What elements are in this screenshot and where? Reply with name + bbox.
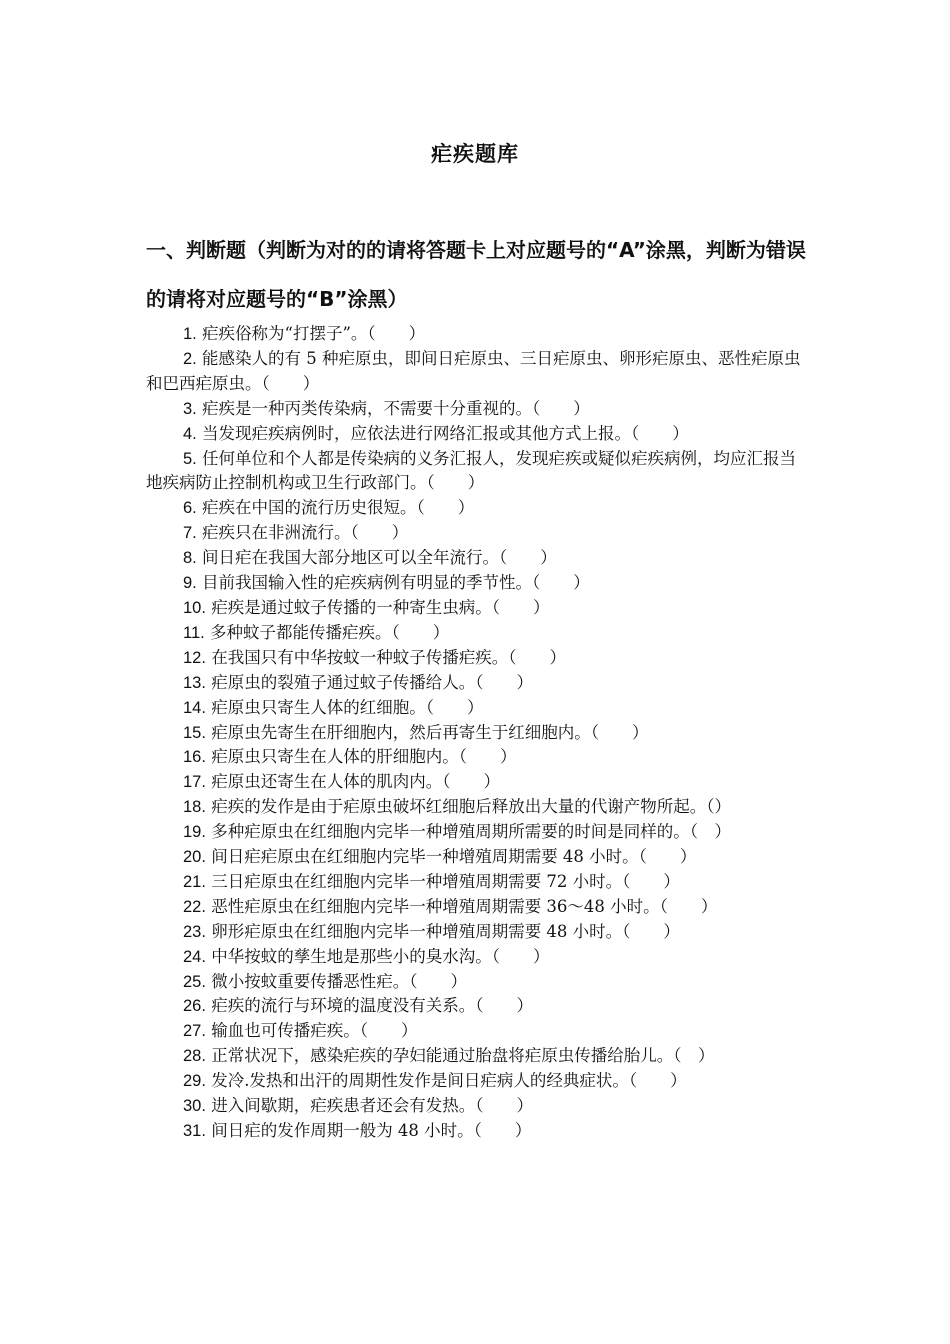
question-number: 22. — [183, 897, 206, 916]
question-number: 20. — [183, 848, 206, 867]
question-number: 27. — [183, 1022, 206, 1041]
question-item — [146, 347, 806, 397]
question-text: 发冷.发热和出汗的周期性发作是间日疟病人的经典症状。（ ） — [211, 1071, 687, 1091]
question-number: 28. — [183, 1047, 206, 1066]
question-item — [146, 1069, 806, 1094]
question-number: 10. — [183, 598, 206, 617]
question-number: 6. — [183, 499, 197, 518]
question-number: 25. — [183, 972, 206, 991]
question-text: 间日疟的发作周期一般为 48 小时。（ ） — [211, 1121, 532, 1140]
question-number: 7. — [183, 524, 197, 543]
question-text: 间日疟在我国大部分地区可以全年流行。（ ） — [202, 548, 557, 568]
question-text: 能感染人的有 5 种疟原虫，即间日疟原虫、三日疟原虫、卵形疟原虫、恶性疟原虫和巴西疟原虫。（ ） — [146, 348, 801, 393]
question-number: 30. — [183, 1097, 206, 1116]
question-item — [146, 322, 806, 347]
question-number: 3. — [183, 399, 197, 418]
question-item — [146, 496, 806, 521]
question-number: 17. — [183, 773, 206, 792]
question-item — [146, 621, 806, 646]
question-number: 1. — [183, 325, 197, 343]
question-text: 疟原虫只寄生人体的红细胞。（ ） — [211, 697, 484, 717]
question-text: 输血也可传播疟疾。（ ） — [211, 1021, 418, 1041]
question-list — [146, 322, 806, 1144]
question-text: 在我国只有中华按蚊一种蚊子传播疟疾。（ ） — [211, 647, 566, 667]
question-item — [146, 845, 806, 870]
question-item — [146, 646, 806, 671]
question-number: 29. — [183, 1072, 206, 1091]
question-item — [146, 970, 806, 995]
question-text: 任何单位和个人都是传染病的义务汇报人，发现疟疾或疑似疟疾病例，均应汇报当地疾病防止控制机构或卫生行政部门。（ ） — [146, 448, 797, 493]
question-item — [146, 795, 806, 820]
question-item — [146, 994, 806, 1019]
question-text: 目前我国输入性的疟疾病例有明显的季节性。（ ） — [202, 573, 590, 593]
question-item — [146, 447, 806, 497]
question-text: 三日疟原虫在红细胞内完毕一种增殖周期需要 72 小时。（ ） — [211, 871, 680, 891]
question-number: 23. — [183, 922, 206, 941]
question-text: 进入间歇期，疟疾患者还会有发热。（ ） — [211, 1096, 533, 1116]
question-item — [146, 397, 806, 422]
question-text: 疟原虫还寄生在人体的肌肉内。（ ） — [211, 772, 500, 792]
question-item — [146, 895, 806, 920]
question-number: 2. — [183, 349, 197, 368]
question-item — [146, 920, 806, 945]
question-item — [146, 820, 806, 845]
question-item — [146, 1019, 806, 1044]
question-item — [146, 1094, 806, 1119]
question-number: 26. — [183, 997, 206, 1016]
question-number: 14. — [183, 698, 206, 717]
question-text: 疟疾俗称为“打摆子”。（ ） — [202, 324, 426, 343]
question-item — [146, 521, 806, 546]
question-text: 疟疾的发作是由于疟原虫破坏红细胞后释放出大量的代谢产物所起。（） — [211, 797, 731, 817]
question-text: 当发现疟疾病例时，应依法进行网络汇报或其他方式上报。（ ） — [202, 423, 689, 443]
question-item — [146, 596, 806, 621]
document-title: 疟疾题库 — [431, 142, 519, 166]
question-number: 31. — [183, 1122, 206, 1140]
question-text: 疟疾的流行与环境的温度没有关系。（ ） — [211, 996, 533, 1016]
question-number: 15. — [183, 723, 206, 742]
question-text: 多种蚊子都能传播疟疾。（ ） — [209, 622, 450, 642]
question-number: 12. — [183, 648, 206, 667]
question-text: 恶性疟原虫在红细胞内完毕一种增殖周期需要 36～48 小时。（ ） — [211, 896, 718, 916]
section-heading: 一、判断题（判断为对的的请将答题卡上对应题号的“A”涂黑，判断为错误的请将对应题号的“B”涂黑） — [146, 238, 806, 311]
question-item — [146, 870, 806, 895]
question-number: 18. — [183, 798, 206, 817]
question-number: 4. — [183, 424, 197, 443]
question-item — [146, 696, 806, 721]
question-text: 疟原虫先寄生在肝细胞内，然后再寄生于红细胞内。（ ） — [211, 722, 649, 742]
question-item — [146, 721, 806, 746]
question-number: 13. — [183, 673, 206, 692]
question-item — [146, 1044, 806, 1069]
question-item — [146, 945, 806, 970]
question-item — [146, 770, 806, 795]
question-number: 9. — [183, 574, 197, 593]
question-number: 21. — [183, 872, 206, 891]
question-text: 疟疾是通过蚊子传播的一种寄生虫病。（ ） — [211, 597, 550, 617]
question-item — [146, 671, 806, 696]
question-text: 疟疾在中国的流行历史很短。（ ） — [202, 498, 475, 518]
question-text: 正常状况下，感染疟疾的孕妇能通过胎盘将疟原虫传播给胎儿。（ ） — [211, 1046, 715, 1066]
question-number: 8. — [183, 549, 197, 568]
question-item — [146, 745, 806, 770]
question-text: 中华按蚊的孳生地是那些小的臭水沟。（ ） — [211, 946, 550, 966]
question-item — [146, 546, 806, 571]
question-text: 多种疟原虫在红细胞内完毕一种增殖周期所需要的时间是同样的。（ ） — [211, 822, 731, 842]
question-item — [146, 422, 806, 447]
question-item — [146, 571, 806, 596]
question-text: 间日疟疟原虫在红细胞内完毕一种增殖周期需要 48 小时。（ ） — [211, 847, 697, 867]
question-number: 11. — [183, 623, 205, 642]
question-number: 5. — [183, 449, 197, 468]
question-number: 24. — [183, 947, 206, 966]
question-text: 疟疾只在非洲流行。（ ） — [202, 523, 409, 543]
question-text: 卵形疟原虫在红细胞内完毕一种增殖周期需要 48 小时。（ ） — [211, 921, 680, 941]
question-text: 疟疾是一种丙类传染病，不需要十分重视的。（ ） — [202, 398, 590, 418]
question-number: 16. — [183, 748, 206, 767]
question-number: 19. — [183, 823, 206, 842]
question-text: 微小按蚊重要传播恶性疟。（ ） — [211, 971, 467, 991]
question-item — [146, 1119, 806, 1144]
question-text: 疟原虫只寄生在人体的肝细胞内。（ ） — [211, 747, 517, 767]
question-text: 疟原虫的裂殖子通过蚊子传播给人。（ ） — [211, 672, 533, 692]
